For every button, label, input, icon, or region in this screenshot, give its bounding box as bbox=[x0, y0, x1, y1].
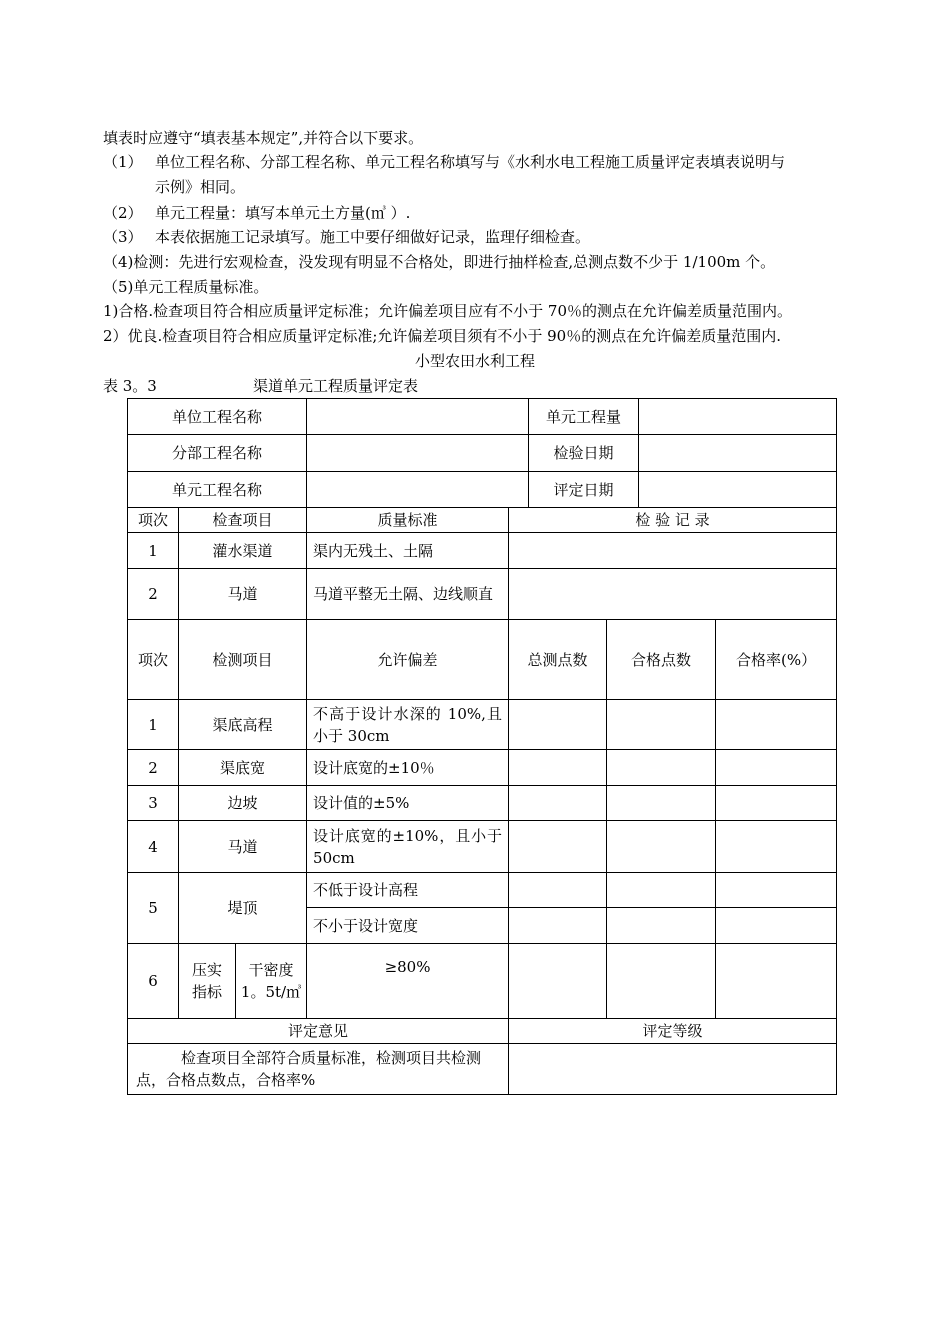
measure-row bbox=[128, 944, 837, 1019]
measure-row-tolerance: 设计值的±5% bbox=[307, 786, 509, 821]
measure-row-no: 4 bbox=[128, 821, 179, 873]
instruction-item-1-text: 单位工程名称、分部工程名称、单元工程名称填写与《水利水电工程施工质量评定表填表说明与 bbox=[155, 153, 786, 171]
measure-row-tolerance: 不高于设计水深的 10%,且小于 30cm bbox=[307, 700, 509, 750]
check-row-standard: 渠内无残土、土隔 bbox=[307, 533, 509, 569]
sub-project-value[interactable] bbox=[307, 435, 529, 472]
measure-row-item: 边坡 bbox=[179, 786, 307, 821]
measure-row-no: 1 bbox=[128, 700, 179, 750]
measure-col-rate: 合格率(%） bbox=[716, 620, 837, 700]
check-row bbox=[128, 569, 837, 620]
evaluation-table bbox=[127, 398, 837, 1095]
check-row-item: 马道 bbox=[179, 569, 307, 620]
check-row-item: 灌水渠道 bbox=[179, 533, 307, 569]
measure-row-tolerance: 不低于设计高程 bbox=[307, 873, 509, 908]
measure-header-row bbox=[128, 620, 837, 700]
element-project-value[interactable] bbox=[307, 472, 529, 508]
inspection-date-value[interactable] bbox=[639, 435, 837, 472]
check-row bbox=[128, 533, 837, 569]
instruction-item-1-continued: 示例》相同。 bbox=[155, 178, 246, 196]
measure-row-pass[interactable] bbox=[607, 786, 716, 821]
measure-row-no: 5 bbox=[128, 873, 179, 944]
measure-row-item: 马道 bbox=[179, 821, 307, 873]
measure-row-no: 3 bbox=[128, 786, 179, 821]
measure-row-item: 渠底高程 bbox=[179, 700, 307, 750]
measure-row-rate[interactable] bbox=[716, 908, 837, 944]
measure-row-pass[interactable] bbox=[607, 700, 716, 750]
measure-row-total[interactable] bbox=[509, 944, 607, 1019]
instruction-item-1 bbox=[103, 151, 785, 173]
inspection-date-label: 检验日期 bbox=[529, 435, 639, 472]
measure-col-total: 总测点数 bbox=[509, 620, 607, 700]
info-row-unit bbox=[128, 399, 837, 435]
measure-row-total[interactable] bbox=[509, 700, 607, 750]
measure-row-rate[interactable] bbox=[716, 821, 837, 873]
check-row-record[interactable] bbox=[509, 569, 837, 620]
measure-row-rate[interactable] bbox=[716, 750, 837, 786]
intro-text: 填表时应遵守“填表基本规定”,并符合以下要求。 bbox=[103, 129, 424, 147]
measure-col-item: 检测项目 bbox=[179, 620, 307, 700]
standard-qualified: 1)合格.检查项目符合相应质量评定标准；允许偏差项目应有不小于 70％的测点在允许偏差质量范围内。 bbox=[103, 302, 793, 320]
info-row-element bbox=[128, 472, 837, 508]
measure-row bbox=[128, 750, 837, 786]
assessment-header-row bbox=[128, 1019, 837, 1044]
check-col-item: 检查项目 bbox=[179, 508, 307, 533]
assessment-row bbox=[128, 1044, 837, 1095]
instruction-item-2-label: （2） bbox=[103, 204, 143, 222]
instruction-item-3-label: （3） bbox=[103, 228, 143, 246]
unit-quantity-value[interactable] bbox=[639, 399, 837, 435]
check-col-no: 项次 bbox=[128, 508, 179, 533]
assessment-date-value[interactable] bbox=[639, 472, 837, 508]
measure-row bbox=[128, 821, 837, 873]
measure-row-total[interactable] bbox=[509, 873, 607, 908]
project-type-heading: 小型农田水利工程 bbox=[414, 352, 535, 370]
check-row-no: 2 bbox=[128, 569, 179, 620]
measure-row-pass[interactable] bbox=[607, 750, 716, 786]
measure-row bbox=[128, 873, 837, 908]
assessment-grade-label: 评定等级 bbox=[509, 1019, 837, 1044]
element-project-label: 单元工程名称 bbox=[128, 472, 307, 508]
unit-project-label: 单位工程名称 bbox=[128, 399, 307, 435]
measure-row-rate[interactable] bbox=[716, 786, 837, 821]
check-header-row bbox=[128, 508, 837, 533]
measure-row-pass[interactable] bbox=[607, 821, 716, 873]
standard-excellent: 2）优良.检查项目符合相应质量评定标准;允许偏差项目须有不小于 90％的测点在允许偏差质量范围内. bbox=[103, 327, 781, 345]
measure-row-no: 2 bbox=[128, 750, 179, 786]
check-col-record: 检 验 记 录 bbox=[509, 508, 837, 533]
measure-row-total[interactable] bbox=[509, 750, 607, 786]
measure-row-tolerance: ≥80% bbox=[307, 944, 509, 1019]
measure-row-total[interactable] bbox=[509, 908, 607, 944]
instruction-item-1-label: （1） bbox=[103, 153, 143, 171]
measure-row-tolerance: 不小于设计宽度 bbox=[307, 908, 509, 944]
measure-row-item: 渠底宽 bbox=[179, 750, 307, 786]
measure-row-no: 6 bbox=[128, 944, 179, 1019]
measure-col-no: 项次 bbox=[128, 620, 179, 700]
unit-project-value[interactable] bbox=[307, 399, 529, 435]
instruction-item-3 bbox=[103, 226, 590, 248]
measure-row bbox=[128, 700, 837, 750]
measure-row-sub-item: 干密度 1。5t/㎥ bbox=[236, 944, 307, 1019]
check-row-standard: 马道平整无土隔、边线顺直 bbox=[307, 569, 509, 620]
assessment-grade-value[interactable] bbox=[509, 1044, 837, 1095]
measure-row-rate[interactable] bbox=[716, 700, 837, 750]
measure-row-pass[interactable] bbox=[607, 873, 716, 908]
measure-row-item: 压实指标 bbox=[179, 944, 236, 1019]
measure-col-tolerance: 允许偏差 bbox=[307, 620, 509, 700]
table-title: 渠道单元工程质量评定表 bbox=[253, 377, 419, 395]
measure-row-rate[interactable] bbox=[716, 944, 837, 1019]
sub-project-label: 分部工程名称 bbox=[128, 435, 307, 472]
assessment-opinion-text[interactable]: 检查项目全部符合质量标准，检测项目共检测点，合格点数点，合格率% bbox=[128, 1044, 509, 1095]
measure-row-tolerance: 设计底宽的±10%，且小于 50cm bbox=[307, 821, 509, 873]
measure-row-rate[interactable] bbox=[716, 873, 837, 908]
assessment-opinion-label: 评定意见 bbox=[128, 1019, 509, 1044]
assessment-date-label: 评定日期 bbox=[529, 472, 639, 508]
check-col-standard: 质量标准 bbox=[307, 508, 509, 533]
check-row-record[interactable] bbox=[509, 533, 837, 569]
measure-row-pass[interactable] bbox=[607, 908, 716, 944]
measure-row-item: 堤顶 bbox=[179, 873, 307, 944]
measure-row-total[interactable] bbox=[509, 786, 607, 821]
unit-quantity-label: 单元工程量 bbox=[529, 399, 639, 435]
measure-row bbox=[128, 786, 837, 821]
measure-row-total[interactable] bbox=[509, 821, 607, 873]
check-row-no: 1 bbox=[128, 533, 179, 569]
instruction-item-2 bbox=[103, 202, 410, 224]
instruction-item-3-text: 本表依据施工记录填写。施工中要仔细做好记录，监理仔细检查。 bbox=[155, 228, 591, 246]
instruction-item-2-text: 单元工程量：填写本单元土方量(㎥ ）. bbox=[155, 204, 411, 222]
measure-row-tolerance: 设计底宽的±10％ bbox=[307, 750, 509, 786]
instruction-item-5: （5)单元工程质量标准。 bbox=[103, 278, 269, 296]
table-number: 表 3。3 bbox=[103, 377, 157, 395]
measure-col-pass: 合格点数 bbox=[607, 620, 716, 700]
instruction-item-4: （4)检测：先进行宏观检查，没发现有明显不合格处，即进行抽样检查,总测点数不少于 1/100m 个。 bbox=[103, 253, 776, 271]
measure-row-pass[interactable] bbox=[607, 944, 716, 1019]
info-row-sub bbox=[128, 435, 837, 472]
